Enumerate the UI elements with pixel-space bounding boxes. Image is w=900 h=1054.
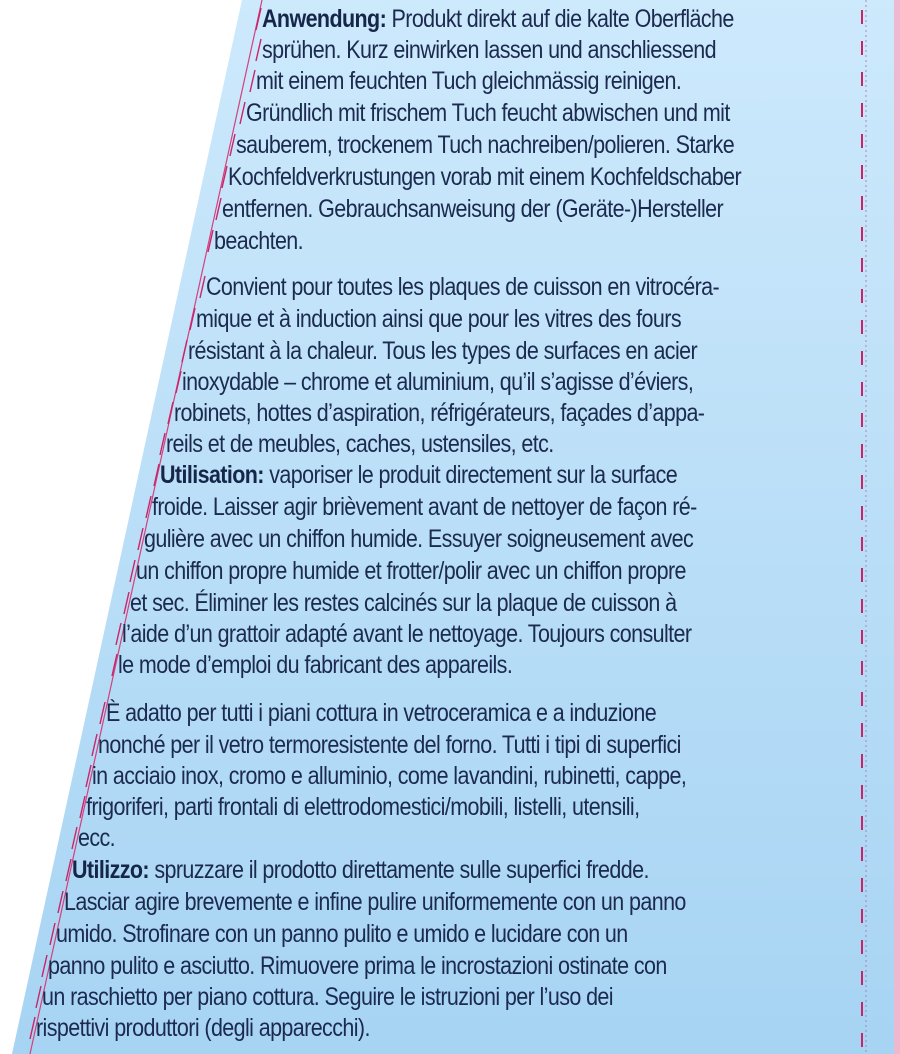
line-text: froide. Laisser agir brièvement avant de nettoyer de façon ré-: [152, 493, 697, 521]
line-text: gulière avec un chiffon humide. Essuyer soigneusement avec: [144, 525, 694, 553]
line-text: umido. Strofinare con un panno pulito e umido e lucidare con un: [56, 920, 628, 948]
line-text: in acciaio inox, cromo e alluminio, come lavandini, rubinetti, cappe,: [92, 762, 687, 790]
text-line: [246, 98, 730, 129]
text-line: [160, 460, 677, 491]
line-text: rispettivi produttori (degli apparecchi).: [36, 1014, 370, 1042]
line-text: l’aide d’un grattoir adapté avant le nettoyage. Toujours consulter: [122, 620, 692, 648]
text-line: [262, 4, 734, 35]
right-edge-strip: [894, 0, 900, 1054]
text-line: [222, 194, 723, 225]
line-text: È adatto per tutti i piani cottura in vetroceramica e a induzione: [106, 699, 657, 727]
text-line: [36, 1013, 370, 1044]
line-text: un chiffon propre humide et frotter/polir avec un chiffon propre: [136, 557, 686, 585]
text-line: [206, 272, 719, 303]
line-text: le mode d’emploi du fabricant des appareils.: [118, 651, 513, 679]
bold-heading: Anwendung:: [262, 5, 387, 33]
line-text: mique et à induction ainsi que pour les vitres des fours: [196, 305, 681, 333]
line-text: résistant à la chaleur. Tous les types de surfaces en acier: [188, 337, 698, 365]
text-line: [92, 761, 686, 792]
line-text: beachten.: [214, 227, 304, 255]
text-line: [86, 792, 639, 823]
text-line: [188, 336, 697, 367]
line-text: vaporiser le produit directement sur la surface: [269, 461, 678, 489]
line-text: robinets, hottes d’aspiration, réfrigérateurs, façades d’appa-: [174, 399, 705, 427]
line-text: sauberem, trockenem Tuch nachreiben/polieren. Starke: [236, 131, 735, 159]
text-line: [106, 698, 656, 729]
line-text: panno pulito e asciutto. Rimuovere prima le incrostazioni ostinate con: [48, 952, 667, 980]
text-line: [236, 130, 734, 161]
text-line: [42, 982, 613, 1013]
text-line: [144, 524, 693, 555]
text-line: [130, 588, 676, 619]
text-line: [182, 367, 693, 398]
text-line: [152, 492, 697, 523]
line-text: Convient pour toutes les plaques de cuisson en vitrocéra-: [206, 273, 720, 301]
text-line: [228, 162, 741, 193]
text-line: [136, 556, 686, 587]
line-text: Gründlich mit frischem Tuch feucht abwischen und mit: [246, 99, 730, 127]
line-text: Kochfeldverkrustungen vorab mit einem Kochfeldschaber: [228, 163, 742, 191]
text-line: [118, 650, 512, 681]
line-text: Produkt direkt auf die kalte Oberfläche: [391, 5, 734, 33]
text-line: [166, 429, 554, 460]
text-line: [48, 951, 667, 982]
text-line: [72, 855, 649, 886]
bold-heading: Utilisation:: [160, 461, 264, 489]
text-line: [174, 398, 704, 429]
line-text: sprühen. Kurz einwirken lassen und anschliessend: [262, 36, 716, 64]
text-line: [64, 887, 686, 918]
line-text: reils et de meubles, caches, ustensiles, etc.: [166, 430, 554, 458]
line-text: entfernen. Gebrauchsanweisung der (Geräte-)Hersteller: [222, 195, 724, 223]
text-line: [196, 304, 681, 335]
line-text: nonché per il vetro termoresistente del forno. Tutti i tipi di superfici: [98, 731, 681, 759]
line-text: frigoriferi, parti frontali di elettrodomestici/mobili, listelli, utensili,: [86, 793, 640, 821]
line-text: mit einem feuchten Tuch gleichmässig reinigen.: [256, 67, 682, 95]
text-line: [262, 35, 716, 66]
line-text: un raschietto per piano cottura. Seguire le istruzioni per l’uso dei: [42, 983, 613, 1011]
text-line: [78, 823, 115, 854]
line-text: spruzzare il prodotto direttamente sulle superfici fredde.: [154, 856, 649, 884]
bold-heading: Utilizzo:: [72, 856, 149, 884]
line-text: Lasciar agire brevemente e infine pulire uniformemente con un panno: [64, 888, 686, 916]
text-line: [256, 66, 681, 97]
line-text: inoxydable – chrome et aluminium, qu’il s’agisse d’éviers,: [182, 368, 694, 396]
line-text: ecc.: [78, 824, 116, 852]
text-line: [98, 730, 681, 761]
line-text: et sec. Éliminer les restes calcinés sur la plaque de cuisson à: [130, 589, 677, 617]
text-line: [214, 226, 303, 257]
text-line: [122, 619, 691, 650]
text-line: [56, 919, 628, 950]
